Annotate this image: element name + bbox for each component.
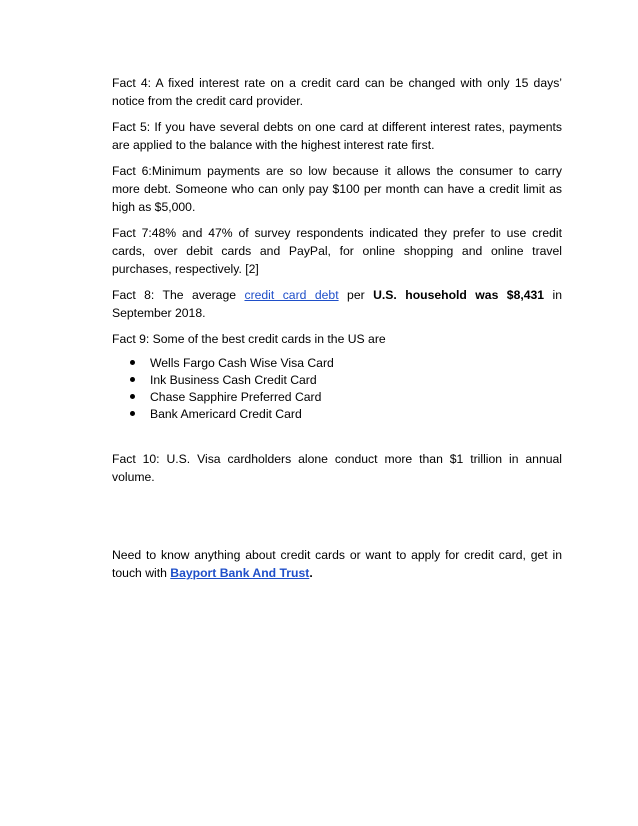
bullet-icon	[130, 377, 135, 382]
list-item	[112, 388, 562, 405]
list-item-label: Chase Sapphire Preferred Card	[150, 390, 322, 404]
credit-card-debt-link[interactable]: credit card debt	[244, 288, 339, 302]
bullet-icon	[130, 394, 135, 399]
list-item	[112, 354, 562, 371]
closing-period: .	[309, 566, 313, 580]
fact-8-middle: per	[338, 288, 374, 302]
fact-4: Fact 4: A fixed interest rate on a credit card can be changed with only 15 days’ notice from the credit card provider.	[112, 76, 562, 108]
bayport-bank-link[interactable]: Bayport Bank And Trust	[170, 566, 310, 580]
fact-9: Fact 9: Some of the best credit cards in the US are	[112, 332, 386, 346]
fact-7: Fact 7:48% and 47% of survey respondents indicated they prefer to use credit cards, over debit cards and PayPal, for online shopping and online travel purchases, respectively. [2]	[112, 226, 562, 276]
fact-6: Fact 6:Minimum payments are so low because it allows the consumer to carry more debt. Someone who can only pay $100 per month can have a credit limit as high as $5,000.	[112, 164, 562, 214]
fact-5: Fact 5: If you have several debts on one card at different interest rates, payments are applied to the balance with the highest interest rate first.	[112, 120, 562, 152]
closing-text: Need to know anything about credit cards or want to apply for credit card, get in touch with	[112, 548, 562, 580]
document-body	[112, 74, 562, 590]
list-item-label: Wells Fargo Cash Wise Visa Card	[150, 356, 334, 370]
closing-paragraph	[112, 546, 562, 582]
list-item-label: Bank Americard Credit Card	[150, 407, 302, 421]
credit-card-list	[112, 354, 562, 422]
bullet-icon	[130, 360, 135, 365]
fact-10: Fact 10: U.S. Visa cardholders alone conduct more than $1 trillion in annual volume.	[112, 452, 562, 484]
fact-8-bold: U.S. household was $8,431	[373, 288, 545, 302]
bullet-icon	[130, 411, 135, 416]
list-item	[112, 405, 562, 422]
list-item-label: Ink Business Cash Credit Card	[150, 373, 317, 387]
fact-8-prefix: Fact 8: The average	[112, 288, 245, 302]
list-item	[112, 371, 562, 388]
fact-8-suffix: in September 2018.	[112, 288, 563, 320]
fact-8	[112, 286, 562, 322]
